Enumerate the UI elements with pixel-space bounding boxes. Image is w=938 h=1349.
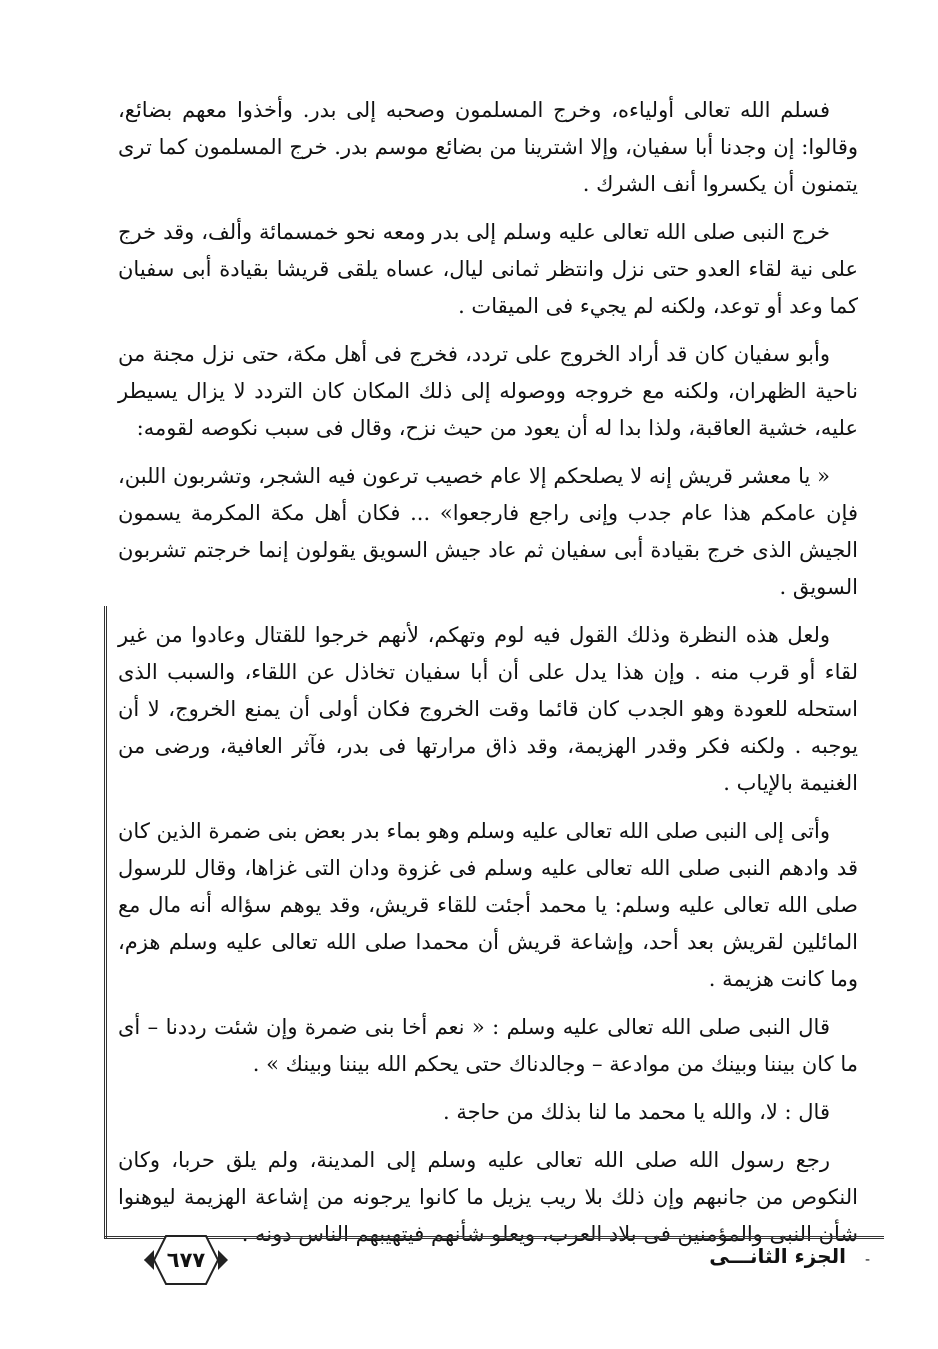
paragraph: قال : لا، والله يا محمد ما لنا بذلك من حاجة . xyxy=(442,1100,830,1124)
paragraph: خرج النبى صلى الله تعالى عليه وسلم إلى بدر ومعه نحو خمسمائة وألف، وقد خرج على نية لقاء العدو حتى نزل وانتظر ثمانى ليال، عساه يلقى قريشا بقيادة أبى سفيان كما وعد أو توعد، ولكنه لم يجيء فى الميقات . xyxy=(118,220,858,318)
margin-border-line xyxy=(104,606,107,1238)
paragraph: وأبو سفيان كان قد أراد الخروج على تردد، فخرج فى أهل مكة، حتى نزل مجنة من ناحية الظهران، ولكنه مع خروجه ووصوله إلى ذلك المكان كان التردد لا يزال يسيطر عليه، خشية العاقبة، ولذا بدا له أن يعود من حيث نزح، وقال فى سبب نكوصه لقومه: xyxy=(118,342,858,440)
quoted-paragraph: « يا معشر قريش إنه لا يصلحكم إلا عام خصيب ترعون فيه الشجر، وتشربون اللبن، فإن عامكم هذا عام جدب وإنى راجع فارجعوا» ... فكان أهل مكة المكرمة يسمون الجيش الذى خرج بقيادة أبى سفيان ثم عاد جيش السويق يقولون إنما خرجتم تشربون السويق . xyxy=(118,464,858,599)
paragraph: رجع رسول الله صلى الله تعالى عليه وسلم إلى المدينة، ولم يلق حربا، وكان النكوص من جانبهم وإن ذلك بلا ريب يزيل ما كانوا يرجونه من إشاعة الهزيمة ليوهنوا شأن النبى والمؤمنين فى بلاد العرب، ويعلو شأنهم فيتهيبهم الناس دونه . xyxy=(118,1148,858,1246)
page-number-badge xyxy=(138,1228,234,1292)
paragraph: ولعل هذه النظرة وذلك القول فيه لوم وتهكم، لأنهم خرجوا للقتال وعادوا من غير لقاء أو قرب منه . وإن هذا يدل على أن أبا سفيان تخاذل عن اللقاء، والسبب الذى استحله للعودة وهو الجدب كان قائما وقت الخروج فكان أولى أن يمنع الخروج، لا أن يوجبه . ولكنه فكر وقدر الهزيمة، وقد ذاق مرارتها فى بدر، فآثر العافية، ورضى من الغنيمة بالإياب . xyxy=(118,623,858,795)
paragraph: قال النبى صلى الله تعالى عليه وسلم : « نعم أخا بنى ضمرة وإن شئت رددنا – أى ما كان بيننا وبينك من موادعة – وجالدناك حتى يحكم الله بيننا وبينك » . xyxy=(118,1015,858,1076)
footer-dash: - xyxy=(864,1252,870,1268)
body-text xyxy=(118,92,858,1264)
part-title: الجزء الثانـــى xyxy=(709,1244,846,1268)
paragraph: وأتى إلى النبى صلى الله تعالى عليه وسلم وهو بماء بدر بعض بنى ضمرة الذين كان قد وادهم النبى صلى الله تعالى عليه وسلم فى غزوة ودان التى غزاها، وقال للرسول صلى الله تعالى عليه وسلم: يا محمد أجئت للقاء قريش، وقد يوهم سؤاله أنه مال مع المائلين لقريش بعد أحد، وإشاعة قريش أن محمدا صلى الله تعالى عليه وسلم هزم، وما كانت هزيمة . xyxy=(118,819,858,991)
paragraph: فسلم الله تعالى أولياءه، وخرج المسلمون وصحبه إلى بدر. وأخذوا معهم بضائع، وقالوا: إن وجدنا أبا سفيان، وإلا اشترينا من بضائع موسم بدر. خرج المسلمون كما ترى يتمنون أن يكسروا أنف الشرك . xyxy=(118,98,858,196)
page-number: ٦٧٧ xyxy=(166,1248,206,1272)
